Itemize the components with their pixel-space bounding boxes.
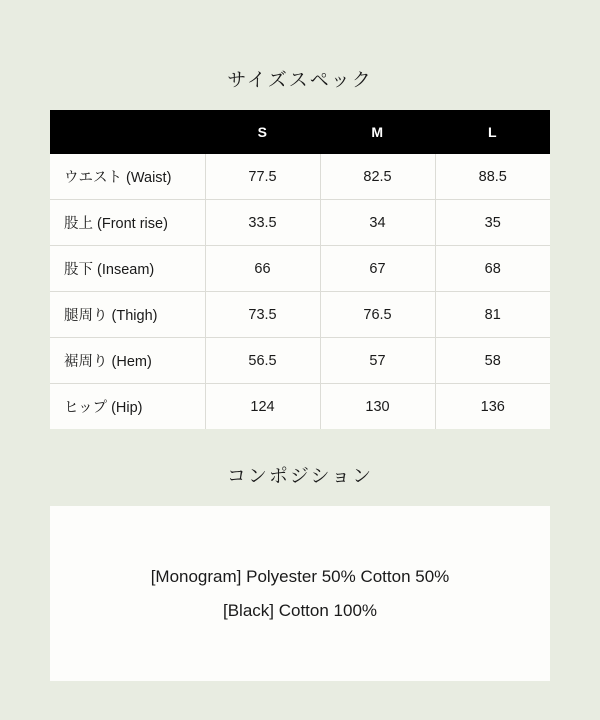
size-spec-table-body [50, 154, 550, 429]
cell-inseam-m: 67 [320, 246, 435, 292]
cell-hip-l: 136 [480, 398, 505, 415]
cell-hip-m: 130 [320, 384, 435, 430]
row-label-front-rise: 股上 (Front rise) [50, 200, 205, 246]
cell-inseam-l: 68 [435, 246, 550, 292]
table-header-corner [50, 110, 205, 154]
table-header-m: M [320, 110, 435, 154]
row-label-hem: 裾周り (Hem) [50, 338, 205, 384]
size-spec-title: サイズスペック [227, 70, 373, 91]
cell-hem-l: 58 [435, 338, 550, 384]
cell-front-rise-l: 35 [435, 200, 550, 246]
cell-front-rise-m: 34 [320, 200, 435, 246]
row-label-hip: ヒップ (Hip) [50, 384, 205, 430]
composition-panel [50, 506, 550, 681]
cell-hip-s: 124 [205, 384, 320, 430]
table-row [50, 384, 550, 430]
table-row [50, 200, 550, 246]
cell-thigh-s: 73.5 [205, 292, 320, 338]
row-label-thigh: 腿周り (Thigh) [50, 292, 205, 338]
row-label-inseam: 股下 (Inseam) [50, 246, 205, 292]
row-label-waist: ウエスト (Waist) [50, 154, 205, 200]
cell-hem-s: 56.5 [205, 338, 320, 384]
cell-thigh-m: 76.5 [320, 292, 435, 338]
cell-inseam-s: 66 [205, 246, 320, 292]
composition-title: コンポジション [226, 466, 374, 487]
table-row [50, 154, 550, 200]
table-header-s: S [205, 110, 320, 154]
table-row [50, 338, 550, 384]
table-row [50, 292, 550, 338]
table-header-l: L [435, 110, 550, 154]
size-spec-table-wrap [50, 110, 550, 429]
composition-line-black: [Black] Cotton 100% [222, 600, 378, 620]
cell-thigh-l: 81 [435, 292, 550, 338]
cell-waist-l: 88.5 [435, 154, 550, 200]
size-spec-table [50, 110, 550, 429]
composition-line-monogram: [Monogram] Polyester 50% Cotton 50% [150, 566, 450, 586]
table-row [50, 246, 550, 292]
cell-waist-m: 82.5 [320, 154, 435, 200]
cell-hem-m: 57 [320, 338, 435, 384]
cell-front-rise-s: 33.5 [205, 200, 320, 246]
table-header-row [50, 110, 550, 154]
cell-waist-s: 77.5 [205, 154, 320, 200]
size-spec-table-head [50, 110, 550, 154]
